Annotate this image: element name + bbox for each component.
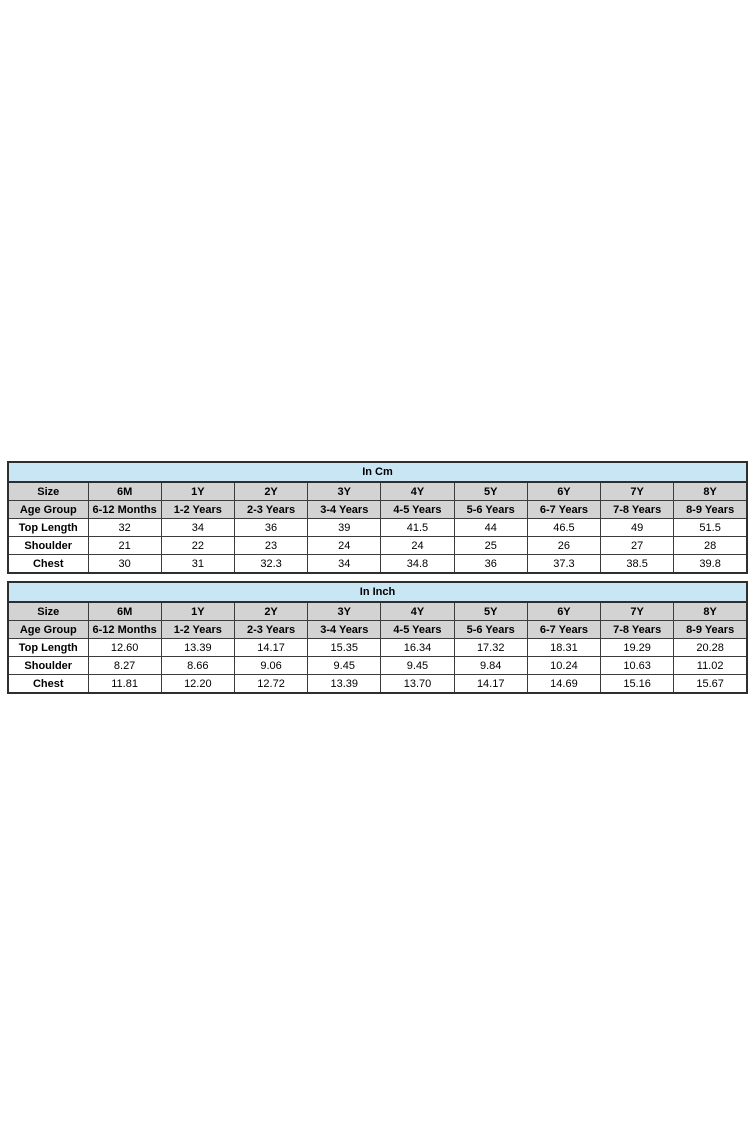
data-value-cell: 39 bbox=[308, 519, 381, 537]
header-value-cell: 7Y bbox=[601, 482, 674, 501]
data-value-cell: 19.29 bbox=[601, 639, 674, 657]
data-value-cell: 27 bbox=[601, 537, 674, 555]
data-value-cell: 16.34 bbox=[381, 639, 454, 657]
header-value-cell: 2-3 Years bbox=[234, 501, 307, 519]
data-value-cell: 25 bbox=[454, 537, 527, 555]
table-title-row bbox=[8, 582, 747, 602]
header-value-cell: 7-8 Years bbox=[601, 501, 674, 519]
data-value-cell: 12.60 bbox=[88, 639, 161, 657]
data-value-cell: 14.69 bbox=[527, 675, 600, 694]
data-value-cell: 23 bbox=[234, 537, 307, 555]
header-value-cell: 6-12 Months bbox=[88, 501, 161, 519]
size-table-inch-body bbox=[8, 582, 747, 693]
header-value-cell: 6-7 Years bbox=[527, 621, 600, 639]
header-row bbox=[8, 501, 747, 519]
data-value-cell: 41.5 bbox=[381, 519, 454, 537]
data-value-cell: 31 bbox=[161, 555, 234, 574]
data-value-cell: 10.24 bbox=[527, 657, 600, 675]
header-value-cell: 8-9 Years bbox=[674, 621, 747, 639]
data-value-cell: 14.17 bbox=[234, 639, 307, 657]
header-label-cell: Age Group bbox=[8, 621, 88, 639]
data-row bbox=[8, 519, 747, 537]
data-row bbox=[8, 537, 747, 555]
header-value-cell: 1Y bbox=[161, 602, 234, 621]
header-value-cell: 8Y bbox=[674, 602, 747, 621]
header-value-cell: 3Y bbox=[308, 482, 381, 501]
header-value-cell: 1-2 Years bbox=[161, 621, 234, 639]
data-value-cell: 36 bbox=[454, 555, 527, 574]
data-value-cell: 37.3 bbox=[527, 555, 600, 574]
data-value-cell: 18.31 bbox=[527, 639, 600, 657]
header-value-cell: 3-4 Years bbox=[308, 621, 381, 639]
header-value-cell: 6M bbox=[88, 602, 161, 621]
data-row bbox=[8, 657, 747, 675]
header-row bbox=[8, 482, 747, 501]
header-value-cell: 6-7 Years bbox=[527, 501, 600, 519]
header-value-cell: 4-5 Years bbox=[381, 501, 454, 519]
data-value-cell: 10.63 bbox=[601, 657, 674, 675]
header-value-cell: 6M bbox=[88, 482, 161, 501]
data-value-cell: 9.06 bbox=[234, 657, 307, 675]
header-value-cell: 4Y bbox=[381, 602, 454, 621]
data-value-cell: 9.45 bbox=[381, 657, 454, 675]
header-value-cell: 2Y bbox=[234, 482, 307, 501]
header-value-cell: 5-6 Years bbox=[454, 621, 527, 639]
data-value-cell: 24 bbox=[381, 537, 454, 555]
row-label-cell: Chest bbox=[8, 675, 88, 694]
header-value-cell: 8-9 Years bbox=[674, 501, 747, 519]
data-value-cell: 51.5 bbox=[674, 519, 747, 537]
header-value-cell: 6-12 Months bbox=[88, 621, 161, 639]
header-value-cell: 4-5 Years bbox=[381, 621, 454, 639]
data-row bbox=[8, 675, 747, 694]
header-value-cell: 5Y bbox=[454, 482, 527, 501]
data-row bbox=[8, 555, 747, 574]
header-value-cell: 7Y bbox=[601, 602, 674, 621]
size-table-inch bbox=[7, 581, 748, 694]
header-value-cell: 5-6 Years bbox=[454, 501, 527, 519]
header-value-cell: 2-3 Years bbox=[234, 621, 307, 639]
row-label-cell: Chest bbox=[8, 555, 88, 574]
data-value-cell: 24 bbox=[308, 537, 381, 555]
header-value-cell: 5Y bbox=[454, 602, 527, 621]
header-value-cell: 3Y bbox=[308, 602, 381, 621]
data-value-cell: 15.67 bbox=[674, 675, 747, 694]
data-value-cell: 34 bbox=[161, 519, 234, 537]
data-value-cell: 14.17 bbox=[454, 675, 527, 694]
data-value-cell: 11.02 bbox=[674, 657, 747, 675]
size-table-cm-body bbox=[8, 462, 747, 573]
table-title: In Inch bbox=[8, 582, 747, 602]
data-value-cell: 22 bbox=[161, 537, 234, 555]
data-value-cell: 44 bbox=[454, 519, 527, 537]
data-value-cell: 21 bbox=[88, 537, 161, 555]
header-value-cell: 3-4 Years bbox=[308, 501, 381, 519]
data-value-cell: 39.8 bbox=[674, 555, 747, 574]
size-table-cm bbox=[7, 461, 748, 574]
data-value-cell: 15.16 bbox=[601, 675, 674, 694]
data-value-cell: 9.84 bbox=[454, 657, 527, 675]
header-label-cell: Age Group bbox=[8, 501, 88, 519]
header-value-cell: 8Y bbox=[674, 482, 747, 501]
row-label-cell: Shoulder bbox=[8, 657, 88, 675]
header-value-cell: 7-8 Years bbox=[601, 621, 674, 639]
header-value-cell: 1-2 Years bbox=[161, 501, 234, 519]
data-value-cell: 49 bbox=[601, 519, 674, 537]
data-value-cell: 30 bbox=[88, 555, 161, 574]
data-value-cell: 12.20 bbox=[161, 675, 234, 694]
data-value-cell: 32 bbox=[88, 519, 161, 537]
data-value-cell: 38.5 bbox=[601, 555, 674, 574]
data-value-cell: 32.3 bbox=[234, 555, 307, 574]
header-value-cell: 1Y bbox=[161, 482, 234, 501]
data-value-cell: 20.28 bbox=[674, 639, 747, 657]
data-value-cell: 11.81 bbox=[88, 675, 161, 694]
data-value-cell: 9.45 bbox=[308, 657, 381, 675]
header-label-cell: Size bbox=[8, 482, 88, 501]
header-row bbox=[8, 621, 747, 639]
data-value-cell: 15.35 bbox=[308, 639, 381, 657]
data-value-cell: 28 bbox=[674, 537, 747, 555]
data-value-cell: 17.32 bbox=[454, 639, 527, 657]
data-value-cell: 36 bbox=[234, 519, 307, 537]
header-row bbox=[8, 602, 747, 621]
data-value-cell: 13.39 bbox=[308, 675, 381, 694]
row-label-cell: Top Length bbox=[8, 519, 88, 537]
row-label-cell: Top Length bbox=[8, 639, 88, 657]
data-value-cell: 8.66 bbox=[161, 657, 234, 675]
data-value-cell: 34.8 bbox=[381, 555, 454, 574]
data-value-cell: 13.70 bbox=[381, 675, 454, 694]
data-value-cell: 13.39 bbox=[161, 639, 234, 657]
data-value-cell: 8.27 bbox=[88, 657, 161, 675]
header-value-cell: 6Y bbox=[527, 602, 600, 621]
header-label-cell: Size bbox=[8, 602, 88, 621]
table-title-row bbox=[8, 462, 747, 482]
data-value-cell: 26 bbox=[527, 537, 600, 555]
header-value-cell: 4Y bbox=[381, 482, 454, 501]
data-value-cell: 34 bbox=[308, 555, 381, 574]
data-row bbox=[8, 639, 747, 657]
header-value-cell: 6Y bbox=[527, 482, 600, 501]
table-title: In Cm bbox=[8, 462, 747, 482]
data-value-cell: 46.5 bbox=[527, 519, 600, 537]
header-value-cell: 2Y bbox=[234, 602, 307, 621]
row-label-cell: Shoulder bbox=[8, 537, 88, 555]
data-value-cell: 12.72 bbox=[234, 675, 307, 694]
